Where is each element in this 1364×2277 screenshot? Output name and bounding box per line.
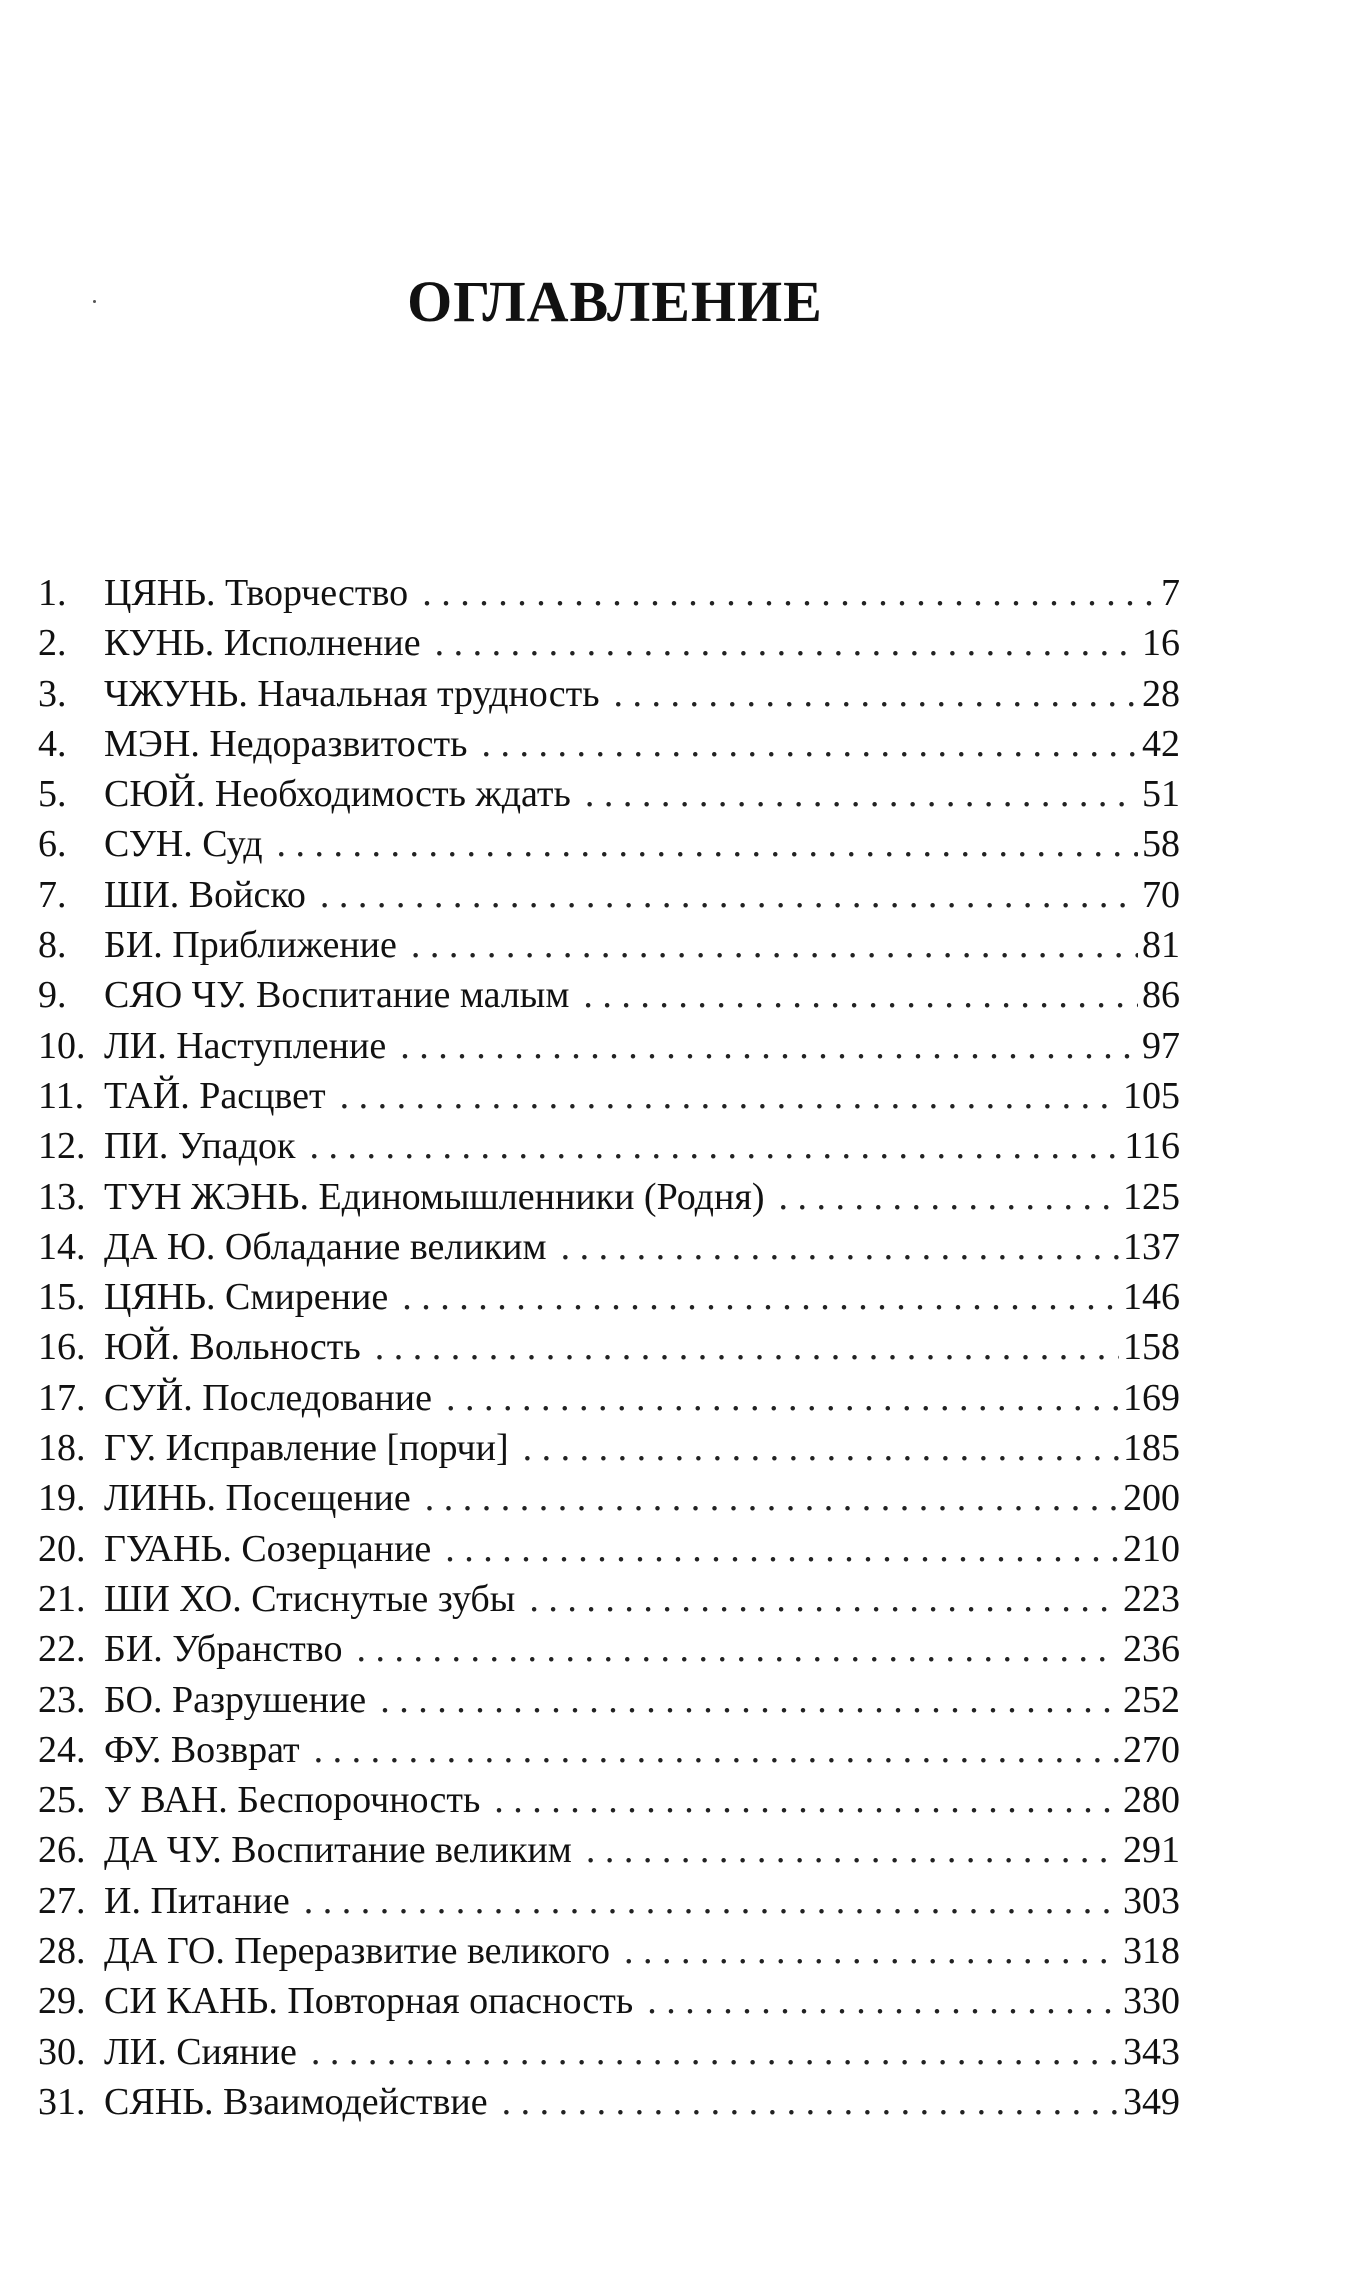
entry-title: ЛИНЬ. Посещение — [104, 1477, 411, 1520]
entry-page: 97 — [1142, 1024, 1180, 1067]
dot-leader — [435, 618, 1138, 668]
dot-leader — [586, 1825, 1119, 1875]
entry-number: 4. — [38, 722, 67, 765]
entry-page: 303 — [1123, 1879, 1180, 1922]
entry-number: 19. — [38, 1477, 86, 1520]
entry-page: 349 — [1123, 2080, 1180, 2123]
entry-page: 58 — [1142, 823, 1180, 866]
dot-leader — [375, 1322, 1119, 1372]
toc-entry — [38, 1876, 1180, 1926]
toc-entry — [38, 769, 1180, 819]
toc-entry — [38, 1322, 1180, 1372]
entry-title: ФУ. Возврат — [104, 1728, 300, 1771]
toc-entry — [38, 1624, 1180, 1674]
dot-leader — [400, 1021, 1138, 1071]
entry-page: 7 — [1161, 572, 1180, 614]
entry-number: 28. — [38, 1930, 86, 1973]
entry-title: У ВАН. Беспорочность — [104, 1779, 481, 1822]
toc-entry — [38, 1775, 1180, 1825]
toc-entry — [38, 1825, 1180, 1875]
toc-entry — [38, 1071, 1180, 1121]
entry-title: СЯО ЧУ. Воспитание малым — [104, 974, 570, 1017]
entry-number: 24. — [38, 1728, 86, 1771]
entry-number: 17. — [38, 1376, 86, 1419]
toc-entry — [38, 819, 1180, 869]
entry-title: СУЙ. Последование — [104, 1376, 432, 1419]
entry-title: ЮЙ. Вольность — [104, 1326, 361, 1369]
entry-page: 125 — [1123, 1175, 1180, 1218]
dot-leader — [494, 1775, 1119, 1825]
entry-title: ЦЯНЬ. Смирение — [104, 1276, 389, 1319]
entry-title: ТАЙ. Расцвет — [104, 1074, 326, 1117]
toc-entry — [38, 870, 1180, 920]
dot-leader — [481, 719, 1138, 769]
dot-leader — [624, 1926, 1119, 1976]
entry-page: 223 — [1123, 1577, 1180, 1620]
entry-title: ДА ЧУ. Воспитание великим — [104, 1829, 572, 1872]
dot-leader — [304, 1876, 1119, 1926]
entry-title: ЦЯНЬ. Творчество — [104, 572, 409, 614]
entry-page: 28 — [1142, 672, 1180, 715]
dot-leader — [320, 870, 1138, 920]
entry-title: ШИ. Войско — [104, 873, 306, 916]
toc-entry — [38, 1222, 1180, 1272]
dot-leader — [402, 1272, 1119, 1322]
entry-title: ЛИ. Сияние — [104, 2030, 297, 2073]
dot-leader — [311, 2027, 1119, 2077]
entry-page: 146 — [1123, 1276, 1180, 1319]
entry-title: ДА ГО. Переразвитие великого — [104, 1930, 611, 1973]
dot-leader — [445, 1524, 1119, 1574]
toc-entry — [38, 970, 1180, 1020]
entry-title: КУНЬ. Исполнение — [104, 622, 421, 665]
entry-title: ГУ. Исправление [порчи] — [104, 1427, 509, 1470]
entry-number: 22. — [38, 1628, 86, 1671]
entry-number: 25. — [38, 1779, 86, 1822]
dot-leader — [583, 970, 1138, 1020]
entry-page: 252 — [1123, 1678, 1180, 1721]
entry-page: 169 — [1123, 1376, 1180, 1419]
toc-entry — [38, 1172, 1180, 1222]
entry-number: 5. — [38, 773, 67, 816]
entry-number: 6. — [38, 823, 67, 866]
dot-leader — [585, 769, 1138, 819]
dot-leader — [502, 2077, 1119, 2127]
entry-number: 14. — [38, 1225, 86, 1268]
entry-number: 7. — [38, 873, 67, 916]
toc-entry — [38, 920, 1180, 970]
page-title: ОГЛАВЛЕНИЕ — [407, 269, 823, 334]
dot-leader — [422, 568, 1157, 618]
entry-number: 9. — [38, 974, 67, 1017]
entry-page: 51 — [1142, 773, 1180, 816]
entry-number: 26. — [38, 1829, 86, 1872]
entry-page: 280 — [1123, 1779, 1180, 1822]
toc-entry — [38, 1121, 1180, 1171]
entry-page: 70 — [1142, 873, 1180, 916]
dot-leader — [277, 819, 1138, 869]
toc-entry — [38, 1675, 1180, 1725]
toc-entry — [38, 2027, 1180, 2077]
toc-entry — [38, 1423, 1180, 1473]
entry-title: СИ КАНЬ. Повторная опасность — [104, 1980, 634, 2023]
entry-number: 15. — [38, 1276, 86, 1319]
entry-number: 1. — [38, 572, 67, 614]
toc-entry — [38, 1524, 1180, 1574]
entry-number: 2. — [38, 622, 67, 665]
entry-number: 29. — [38, 1980, 86, 2023]
entry-title: И. Питание — [104, 1879, 290, 1922]
entry-page: 291 — [1123, 1829, 1180, 1872]
toc-entry — [38, 1725, 1180, 1775]
entry-number: 18. — [38, 1427, 86, 1470]
entry-page: 185 — [1123, 1427, 1180, 1470]
entry-number: 11. — [38, 1074, 85, 1117]
toc-entry — [38, 1926, 1180, 1976]
entry-number: 12. — [38, 1125, 86, 1168]
entry-page: 16 — [1142, 622, 1180, 665]
entry-number: 23. — [38, 1678, 86, 1721]
dot-leader — [309, 1121, 1120, 1171]
dot-leader — [561, 1222, 1119, 1272]
entry-page: 318 — [1123, 1930, 1180, 1973]
dot-leader — [380, 1675, 1119, 1725]
toc-entry — [38, 719, 1180, 769]
toc-entry — [38, 1473, 1180, 1523]
entry-title: СЯНЬ. Взаимодействие — [104, 2080, 488, 2123]
toc-entry — [38, 1574, 1180, 1624]
toc-entry — [38, 1272, 1180, 1322]
dot-leader — [314, 1725, 1119, 1775]
entry-number: 20. — [38, 1527, 86, 1570]
entry-number: 16. — [38, 1326, 86, 1369]
entry-page: 343 — [1123, 2030, 1180, 2073]
entry-page: 210 — [1123, 1527, 1180, 1570]
toc-entry — [38, 2077, 1180, 2127]
entry-title: БИ. Убранство — [104, 1628, 343, 1671]
entry-page: 42 — [1142, 722, 1180, 765]
dot-leader — [523, 1423, 1119, 1473]
entry-number: 13. — [38, 1175, 86, 1218]
dot-leader — [411, 920, 1138, 970]
entry-title: ГУАНЬ. Созерцание — [104, 1527, 432, 1570]
entry-title: МЭН. Недоразвитость — [104, 722, 468, 765]
entry-number: 30. — [38, 2030, 86, 2073]
dot-leader — [356, 1624, 1119, 1674]
entry-number: 3. — [38, 672, 67, 715]
entry-title: БИ. Приближение — [104, 924, 397, 967]
dot-leader — [529, 1574, 1119, 1624]
dot-leader — [446, 1373, 1119, 1423]
entry-number: 21. — [38, 1577, 86, 1620]
entry-page: 270 — [1123, 1728, 1180, 1771]
dot-leader — [647, 1976, 1119, 2026]
entry-page: 236 — [1123, 1628, 1180, 1671]
dot-leader — [778, 1172, 1119, 1222]
entry-title: СУН. Суд — [104, 823, 263, 866]
entry-title: ЧЖУНЬ. Начальная трудность — [104, 672, 600, 715]
entry-title: ТУН ЖЭНЬ. Единомышленники (Родня) — [104, 1175, 765, 1218]
entry-title: СЮЙ. Необходимость ждать — [104, 773, 571, 816]
entry-page: 137 — [1123, 1225, 1180, 1268]
dot-leader — [614, 669, 1138, 719]
entry-number: 27. — [38, 1879, 86, 1922]
entry-page: 330 — [1123, 1980, 1180, 2023]
entry-number: 31. — [38, 2080, 86, 2123]
toc-entry — [38, 1021, 1180, 1071]
entry-page: 105 — [1123, 1074, 1180, 1117]
entry-title: ПИ. Упадок — [104, 1125, 296, 1168]
dot-leader — [425, 1473, 1119, 1523]
entry-title: ДА Ю. Обладание великим — [104, 1225, 547, 1268]
entry-number: 8. — [38, 924, 67, 967]
entry-page: 86 — [1142, 974, 1180, 1017]
toc-entry — [38, 669, 1180, 719]
entry-title: ЛИ. Наступление — [104, 1024, 387, 1067]
toc-entry — [38, 1373, 1180, 1423]
entry-page: 200 — [1123, 1477, 1180, 1520]
toc-entry — [38, 1976, 1180, 2026]
dot-leader — [340, 1071, 1119, 1121]
entry-title: БО. Разрушение — [104, 1678, 367, 1721]
entry-title: ШИ ХО. Стиснутые зубы — [104, 1577, 516, 1620]
entry-page: 158 — [1123, 1326, 1180, 1369]
entry-number: 10. — [38, 1024, 86, 1067]
entry-page: 81 — [1142, 924, 1180, 967]
table-of-contents — [38, 568, 1180, 2127]
entry-page: 116 — [1124, 1125, 1180, 1168]
toc-entry — [38, 618, 1180, 668]
toc-entry — [38, 568, 1180, 618]
